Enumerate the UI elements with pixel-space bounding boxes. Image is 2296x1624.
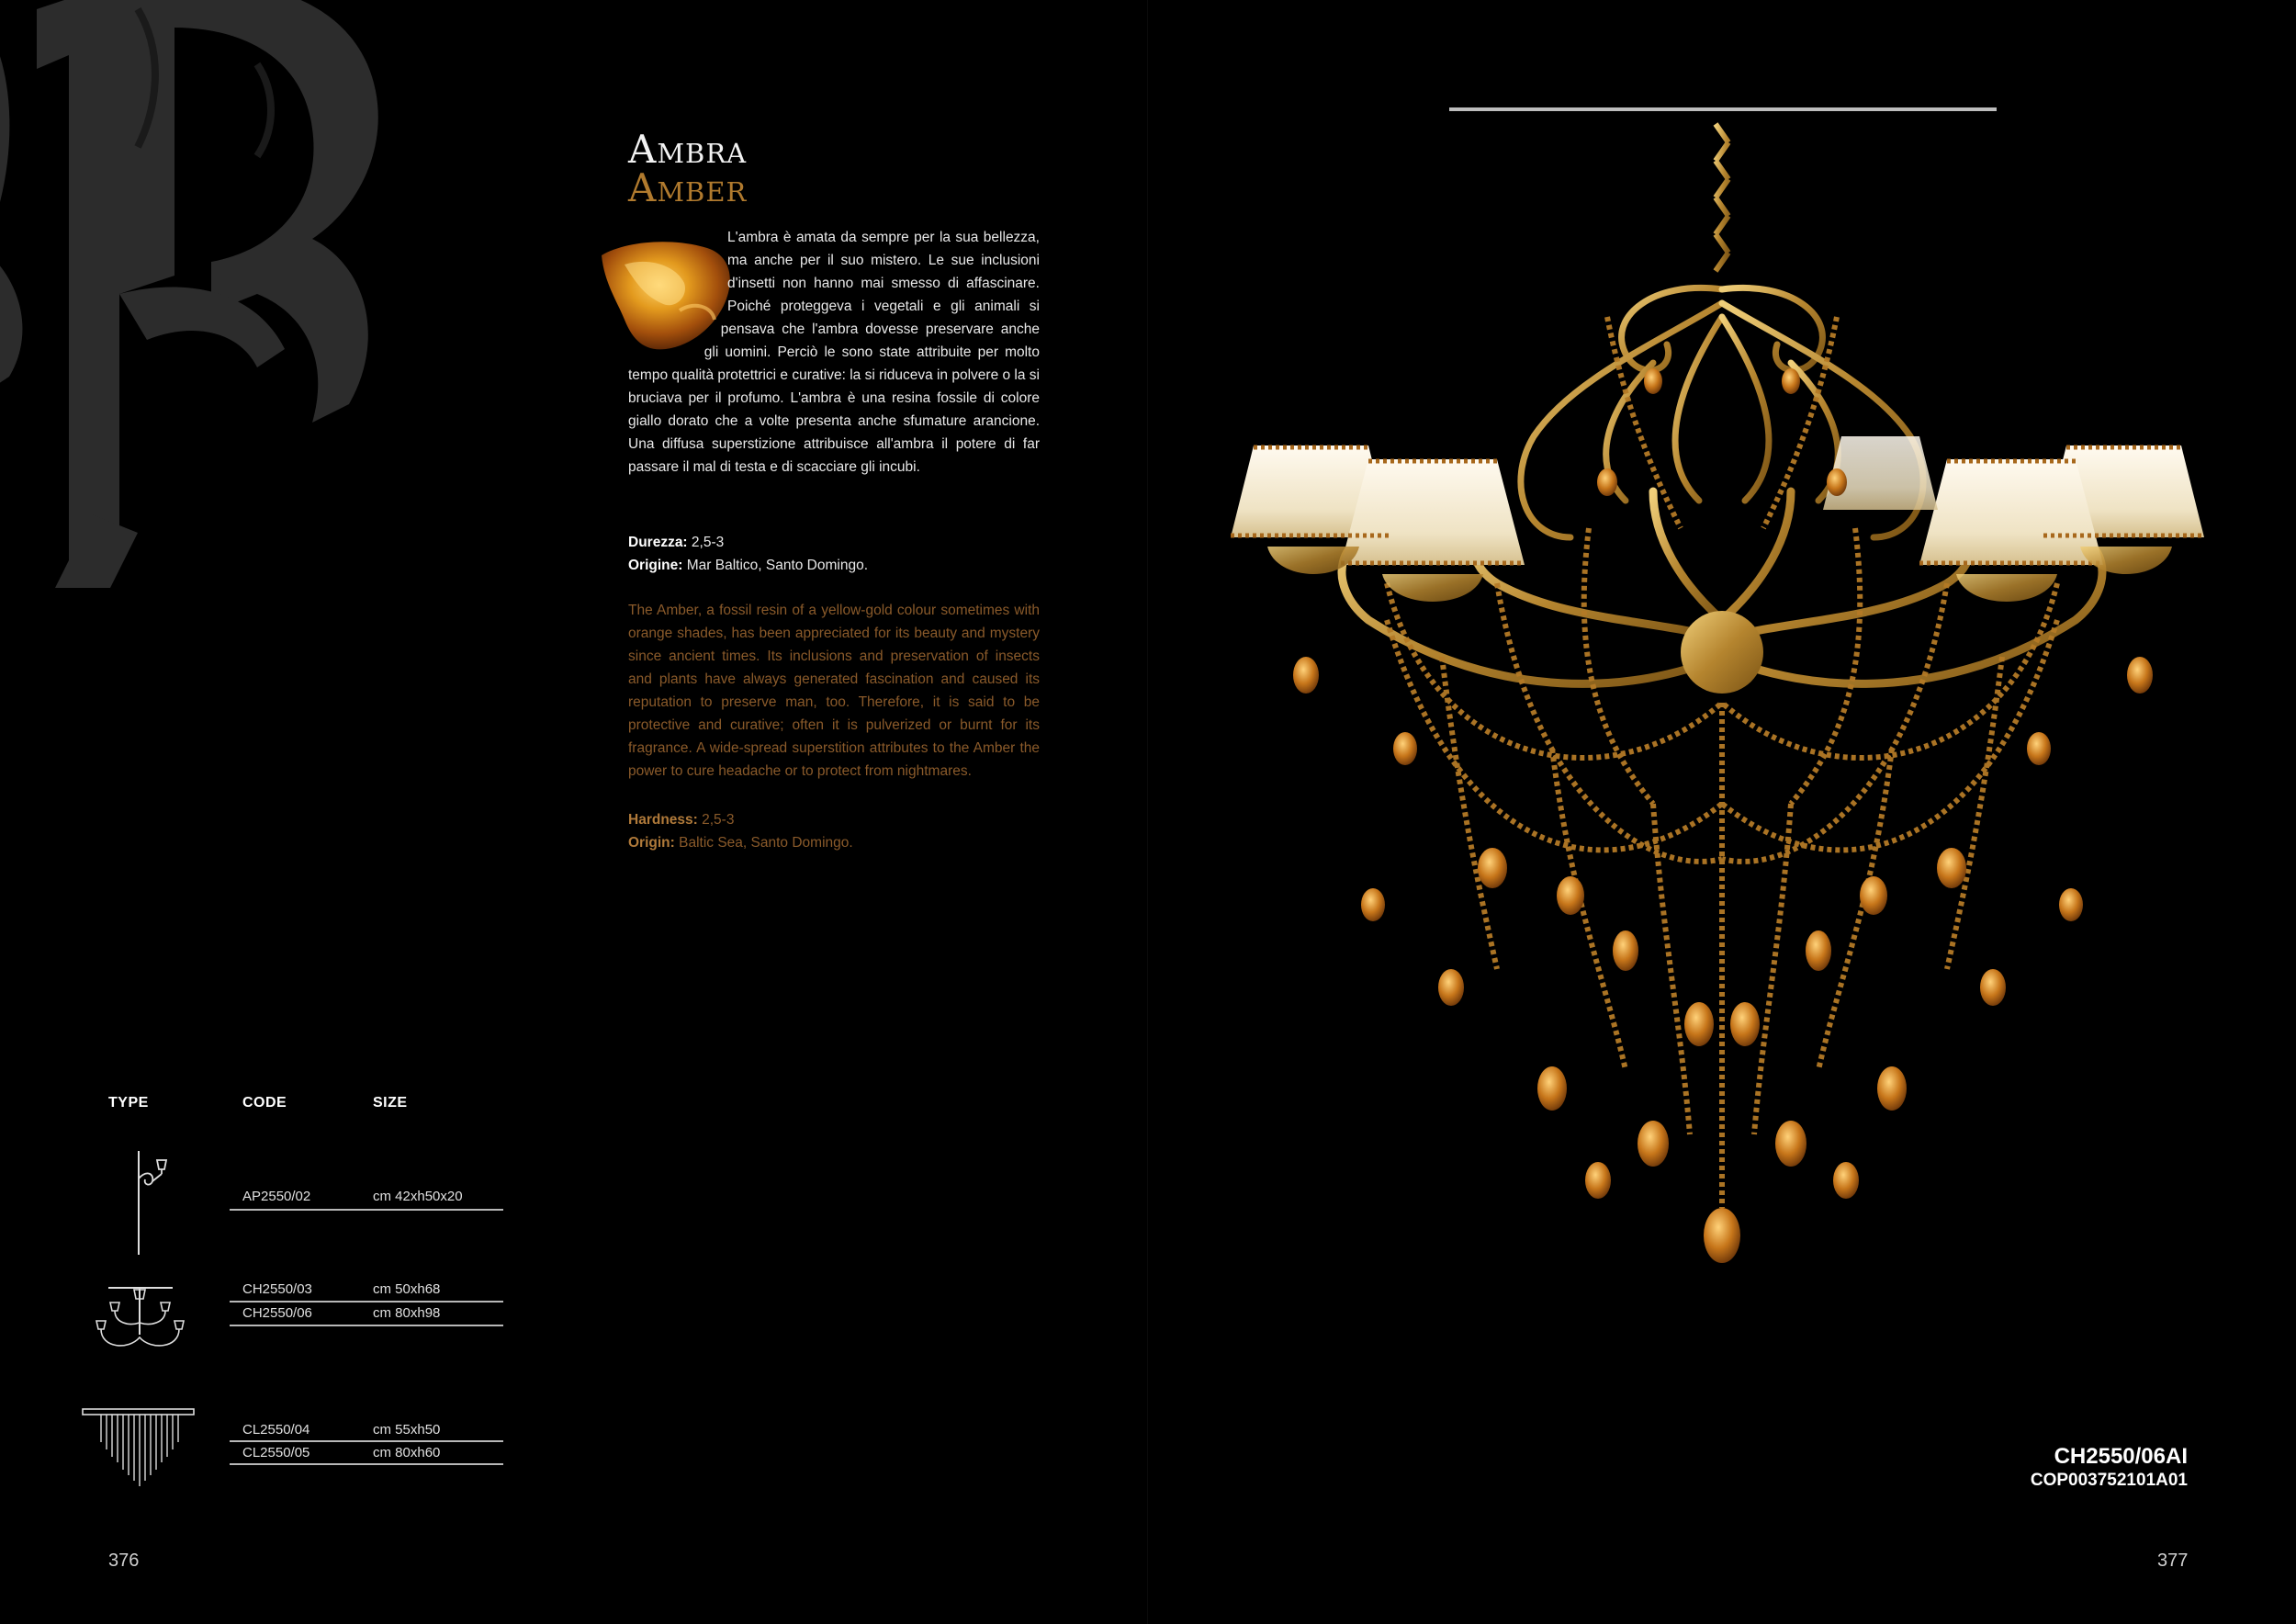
header-type: TYPE — [108, 1095, 149, 1111]
row-size-2: cm 50xh68 — [373, 1281, 441, 1297]
row-code-5: CL2550/05 — [242, 1445, 310, 1460]
row-divider — [230, 1463, 503, 1465]
origin-label-en: Origin: — [628, 835, 675, 851]
row-divider — [230, 1209, 503, 1211]
row-divider — [230, 1301, 503, 1303]
product-code: CH2550/06AI — [2054, 1444, 2188, 1469]
row-code-1: AP2550/02 — [242, 1189, 311, 1204]
header-size: SIZE — [373, 1095, 408, 1111]
description-english: The Amber, a fossil resin of a yellow-gold colour sometimes with orange shades, has been appreciated for its beauty and mystery since ancient times. Its inclusions and preservation of insects and plants have always generated fascination and caused its reputation to preserve man, too. Therefore, it is said to be protective and curative; often it is pulverized or burnt for its fragrance. A wide-spread superstition attributes to the Amber the power to cure headache or to protect from nightmares. — [628, 603, 1040, 779]
chandelier-photo — [1221, 106, 2223, 1438]
row-size-5: cm 80xh60 — [373, 1445, 441, 1460]
product-sub-code: COP003752101A01 — [2030, 1471, 2188, 1490]
origin-value-en: Baltic Sea, Santo Domingo. — [679, 835, 853, 851]
page-number-right: 377 — [2157, 1551, 2189, 1571]
origin-value-it: Mar Baltico, Santo Domingo. — [686, 558, 869, 573]
row-code-2: CH2550/03 — [242, 1281, 312, 1297]
hardness-value-en: 2,5-3 — [702, 812, 735, 828]
row-size-1: cm 42xh50x20 — [373, 1189, 463, 1204]
header-code: CODE — [242, 1095, 287, 1111]
gothic-letter-p-icon — [0, 0, 404, 588]
page-number-left: 376 — [108, 1551, 140, 1571]
row-code-4: CL2550/04 — [242, 1422, 310, 1438]
description-italian — [628, 226, 1040, 479]
origin-label-it: Origine: — [628, 558, 683, 573]
properties-english — [628, 808, 853, 854]
wall-lamp-icon — [129, 1146, 174, 1257]
title-english: Amber — [628, 165, 748, 210]
hardness-label-it: Durezza: — [628, 535, 688, 550]
row-divider — [230, 1325, 503, 1326]
title-italian: Ambra — [628, 127, 748, 172]
hardness-value-it: 2,5-3 — [691, 535, 725, 550]
properties-italian — [628, 531, 868, 577]
row-size-4: cm 55xh50 — [373, 1422, 441, 1438]
row-divider — [230, 1440, 503, 1442]
ceiling-crystal-icon — [81, 1405, 196, 1488]
row-code-3: CH2550/06 — [242, 1305, 312, 1321]
row-size-3: cm 80xh98 — [373, 1305, 441, 1321]
description-italian-text: L'ambra è amata da sempre per la sua bellezza, ma anche per il suo mistero. Le sue inclusioni d'insetti non hanno mai smesso di affascinare. Poiché proteggeva i vegetali e gli animali si pensava che l'ambra dovesse preservare anche gli uomini. Perciò le sono state attribuite per molto tempo qualità protettrici e curative: la si riduceva in polvere o la si bruciava per il profumo. L'ambra è una resina fossile di colore giallo dorato che a volte presenta anche sfumature arancione. Una diffusa superstizione attribuisce all'ambra il potere di far passare il mal di testa e di scacciare gli incubi. — [628, 230, 1040, 475]
chandelier-icon — [92, 1284, 188, 1369]
hardness-label-en: Hardness: — [628, 812, 698, 828]
